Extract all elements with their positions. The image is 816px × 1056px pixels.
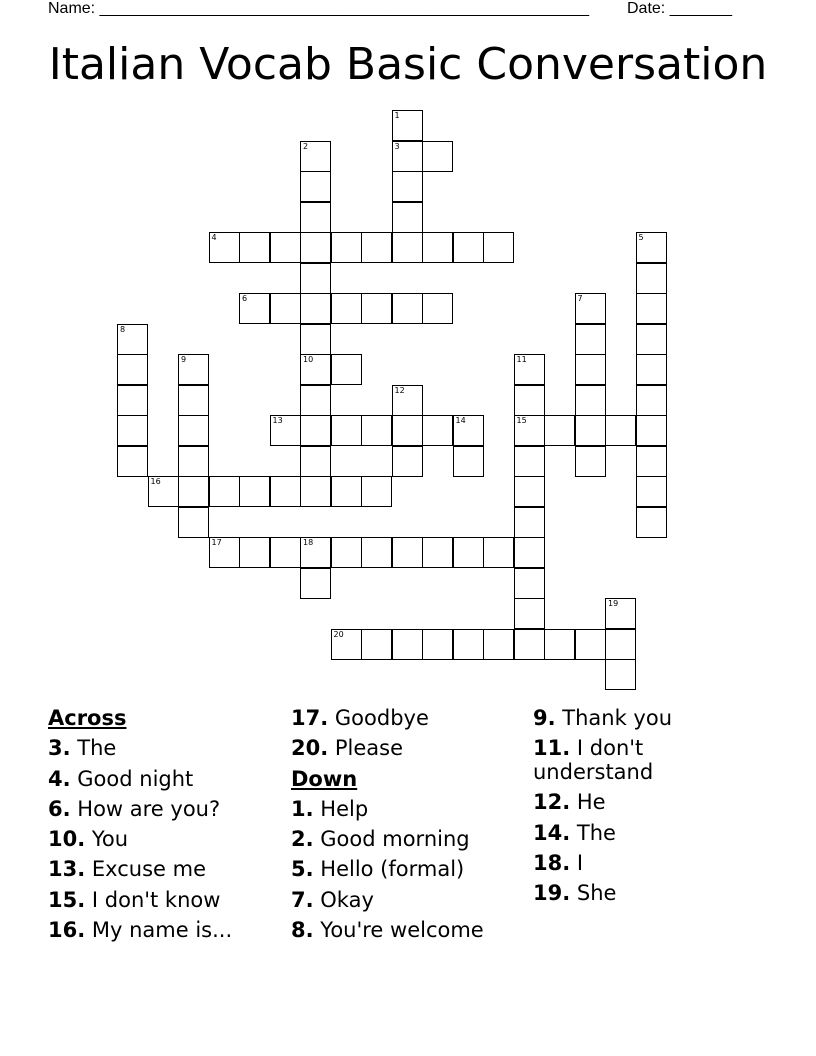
grid-cell[interactable] bbox=[514, 598, 545, 629]
grid-cell[interactable] bbox=[605, 415, 636, 446]
grid-cell[interactable] bbox=[300, 446, 331, 477]
clue-number: 1 bbox=[394, 111, 400, 120]
grid-cell[interactable] bbox=[514, 568, 545, 599]
clue-number: 18 bbox=[303, 538, 314, 547]
grid-cell[interactable] bbox=[636, 324, 667, 355]
clue-down-12: 12. He bbox=[533, 790, 606, 815]
clue-down-14: 14. The bbox=[533, 820, 616, 845]
clue-number: 19 bbox=[608, 599, 619, 608]
grid-cell[interactable] bbox=[300, 232, 331, 263]
grid-cell[interactable] bbox=[178, 446, 209, 477]
grid-cell[interactable] bbox=[300, 293, 331, 324]
date-field[interactable]: Date: _______ bbox=[627, 0, 732, 17]
clue-down-18: 18. I bbox=[533, 850, 584, 875]
grid-cell[interactable] bbox=[453, 446, 484, 477]
grid-cell[interactable] bbox=[239, 476, 270, 507]
grid-cell[interactable] bbox=[422, 415, 453, 446]
grid-cell[interactable] bbox=[300, 385, 331, 416]
grid-cell[interactable] bbox=[575, 446, 606, 477]
grid-cell[interactable] bbox=[605, 629, 636, 660]
clue-across-6: 6. How are you? bbox=[48, 796, 221, 821]
down-heading: Down bbox=[291, 766, 358, 791]
grid-cell[interactable] bbox=[544, 415, 575, 446]
grid-cell[interactable] bbox=[575, 415, 606, 446]
grid-cell[interactable] bbox=[514, 415, 545, 446]
grid-cell[interactable] bbox=[331, 476, 362, 507]
grid-cell[interactable] bbox=[178, 354, 209, 385]
grid-cell[interactable] bbox=[300, 171, 331, 202]
grid-cell[interactable] bbox=[605, 598, 636, 629]
grid-cell[interactable] bbox=[483, 537, 514, 568]
grid-cell[interactable] bbox=[148, 476, 179, 507]
grid-cell[interactable] bbox=[300, 263, 331, 294]
clue-column-1 bbox=[48, 703, 278, 945]
clue-down-2: 2. Good morning bbox=[291, 827, 470, 852]
clue-down-1: 1. Help bbox=[291, 796, 369, 821]
grid-cell[interactable] bbox=[575, 354, 606, 385]
grid-cell[interactable] bbox=[361, 415, 392, 446]
grid-cell[interactable] bbox=[453, 415, 484, 446]
grid-cell[interactable] bbox=[178, 507, 209, 538]
grid-cell[interactable] bbox=[117, 324, 148, 355]
grid-cell[interactable] bbox=[331, 629, 362, 660]
grid-cell[interactable] bbox=[300, 202, 331, 233]
grid-cell[interactable] bbox=[636, 507, 667, 538]
grid-cell[interactable] bbox=[514, 446, 545, 477]
grid-cell[interactable] bbox=[422, 629, 453, 660]
grid-cell[interactable] bbox=[331, 537, 362, 568]
grid-cell[interactable] bbox=[300, 537, 331, 568]
clue-number: 4 bbox=[211, 233, 217, 242]
grid-cell[interactable] bbox=[331, 415, 362, 446]
grid-cell[interactable] bbox=[636, 354, 667, 385]
grid-cell[interactable] bbox=[483, 232, 514, 263]
grid-cell[interactable] bbox=[392, 385, 423, 416]
grid-cell[interactable] bbox=[361, 293, 392, 324]
grid-cell[interactable] bbox=[392, 232, 423, 263]
clue-column-2 bbox=[291, 703, 521, 945]
clue-down-5: 5. Hello (formal) bbox=[291, 857, 465, 882]
grid-cell[interactable] bbox=[178, 415, 209, 446]
page-title: Italian Vocab Basic Conversation bbox=[48, 39, 768, 90]
grid-cell[interactable] bbox=[392, 629, 423, 660]
grid-cell[interactable] bbox=[453, 537, 484, 568]
grid-cell[interactable] bbox=[636, 263, 667, 294]
grid-cell[interactable] bbox=[270, 232, 301, 263]
grid-cell[interactable] bbox=[300, 476, 331, 507]
grid-cell[interactable] bbox=[209, 537, 240, 568]
grid-cell[interactable] bbox=[392, 446, 423, 477]
grid-cell[interactable] bbox=[270, 293, 301, 324]
clue-number: 9 bbox=[181, 355, 187, 364]
grid-cell[interactable] bbox=[392, 293, 423, 324]
grid-cell[interactable] bbox=[300, 141, 331, 172]
grid-cell[interactable] bbox=[392, 202, 423, 233]
grid-cell[interactable] bbox=[544, 629, 575, 660]
clue-down-19: 19. She bbox=[533, 881, 617, 906]
grid-cell[interactable] bbox=[117, 385, 148, 416]
clue-column-3 bbox=[533, 703, 763, 908]
clue-down-8: 8. You're welcome bbox=[291, 918, 484, 943]
clue-number: 15 bbox=[516, 416, 527, 425]
grid-cell[interactable] bbox=[178, 476, 209, 507]
clue-down-11: 11. I don't understand bbox=[533, 736, 654, 785]
clue-down-7: 7. Okay bbox=[291, 887, 374, 912]
clue-number: 7 bbox=[577, 294, 583, 303]
grid-cell[interactable] bbox=[422, 293, 453, 324]
grid-cell[interactable] bbox=[392, 141, 423, 172]
clue-number: 14 bbox=[455, 416, 466, 425]
grid-cell[interactable] bbox=[392, 110, 423, 141]
grid-cell[interactable] bbox=[300, 568, 331, 599]
grid-cell[interactable] bbox=[392, 171, 423, 202]
across-heading: Across bbox=[48, 706, 127, 730]
grid-cell[interactable] bbox=[575, 629, 606, 660]
grid-cell[interactable] bbox=[514, 476, 545, 507]
clue-across-4: 4. Good night bbox=[48, 766, 194, 791]
clue-across-17: 17. Goodbye bbox=[291, 706, 429, 730]
grid-cell[interactable] bbox=[300, 415, 331, 446]
clue-number: 17 bbox=[211, 538, 222, 547]
grid-cell[interactable] bbox=[422, 537, 453, 568]
grid-cell[interactable] bbox=[209, 232, 240, 263]
grid-cell[interactable] bbox=[361, 537, 392, 568]
grid-cell[interactable] bbox=[636, 232, 667, 263]
grid-cell[interactable] bbox=[331, 354, 362, 385]
grid-cell[interactable] bbox=[331, 232, 362, 263]
grid-cell[interactable] bbox=[392, 415, 423, 446]
clue-number: 6 bbox=[242, 294, 248, 303]
grid-cell[interactable] bbox=[117, 415, 148, 446]
grid-cell[interactable] bbox=[209, 476, 240, 507]
grid-cell[interactable] bbox=[575, 385, 606, 416]
grid-cell[interactable] bbox=[636, 385, 667, 416]
grid-cell[interactable] bbox=[514, 385, 545, 416]
grid-cell[interactable] bbox=[239, 537, 270, 568]
grid-cell[interactable] bbox=[636, 415, 667, 446]
grid-cell[interactable] bbox=[483, 629, 514, 660]
clue-across-10: 10. You bbox=[48, 827, 129, 852]
grid-cell[interactable] bbox=[117, 446, 148, 477]
grid-cell[interactable] bbox=[239, 232, 270, 263]
grid-cell[interactable] bbox=[514, 354, 545, 385]
clue-number: 10 bbox=[303, 355, 314, 364]
grid-cell[interactable] bbox=[361, 476, 392, 507]
grid-cell[interactable] bbox=[636, 476, 667, 507]
grid-cell[interactable] bbox=[453, 629, 484, 660]
grid-cell[interactable] bbox=[178, 385, 209, 416]
grid-cell[interactable] bbox=[300, 324, 331, 355]
clue-number: 2 bbox=[303, 141, 309, 151]
clue-number: 12 bbox=[394, 385, 405, 395]
clue-down-9: 9. Thank you bbox=[533, 706, 673, 730]
grid-cell[interactable] bbox=[270, 537, 301, 568]
clue-across-3: 3. The bbox=[48, 736, 117, 761]
grid-cell[interactable] bbox=[361, 629, 392, 660]
clue-number: 8 bbox=[120, 324, 126, 334]
grid-cell[interactable] bbox=[575, 293, 606, 324]
grid-cell[interactable] bbox=[270, 476, 301, 507]
grid-cell[interactable] bbox=[361, 232, 392, 263]
clue-number: 13 bbox=[272, 416, 283, 425]
clue-number: 5 bbox=[638, 233, 644, 242]
clue-number: 20 bbox=[333, 629, 344, 639]
grid-cell[interactable] bbox=[636, 293, 667, 324]
grid-cell[interactable] bbox=[636, 446, 667, 477]
grid-cell[interactable] bbox=[575, 324, 606, 355]
clue-number: 16 bbox=[150, 477, 161, 486]
clue-across-15: 15. I don't know bbox=[48, 887, 221, 912]
clue-across-16: 16. My name is... bbox=[48, 918, 233, 943]
grid-cell[interactable] bbox=[270, 415, 301, 446]
grid-cell[interactable] bbox=[239, 293, 270, 324]
grid-cell[interactable] bbox=[331, 293, 362, 324]
grid-cell[interactable] bbox=[422, 232, 453, 263]
clue-number: 11 bbox=[516, 355, 527, 364]
grid-cell[interactable] bbox=[514, 507, 545, 538]
clue-number: 3 bbox=[394, 141, 400, 151]
grid-cell[interactable] bbox=[392, 537, 423, 568]
grid-cell[interactable] bbox=[514, 629, 545, 660]
grid-cell[interactable] bbox=[300, 354, 331, 385]
grid-cell[interactable] bbox=[422, 141, 453, 172]
clue-across-13: 13. Excuse me bbox=[48, 857, 206, 882]
grid-cell[interactable] bbox=[117, 354, 148, 385]
name-field[interactable]: Name: _______________________________________________________ bbox=[48, 0, 589, 17]
grid-cell[interactable] bbox=[453, 232, 484, 263]
grid-cell[interactable] bbox=[605, 659, 636, 690]
grid-cell[interactable] bbox=[514, 537, 545, 568]
clue-across-20: 20. Please bbox=[291, 736, 404, 761]
